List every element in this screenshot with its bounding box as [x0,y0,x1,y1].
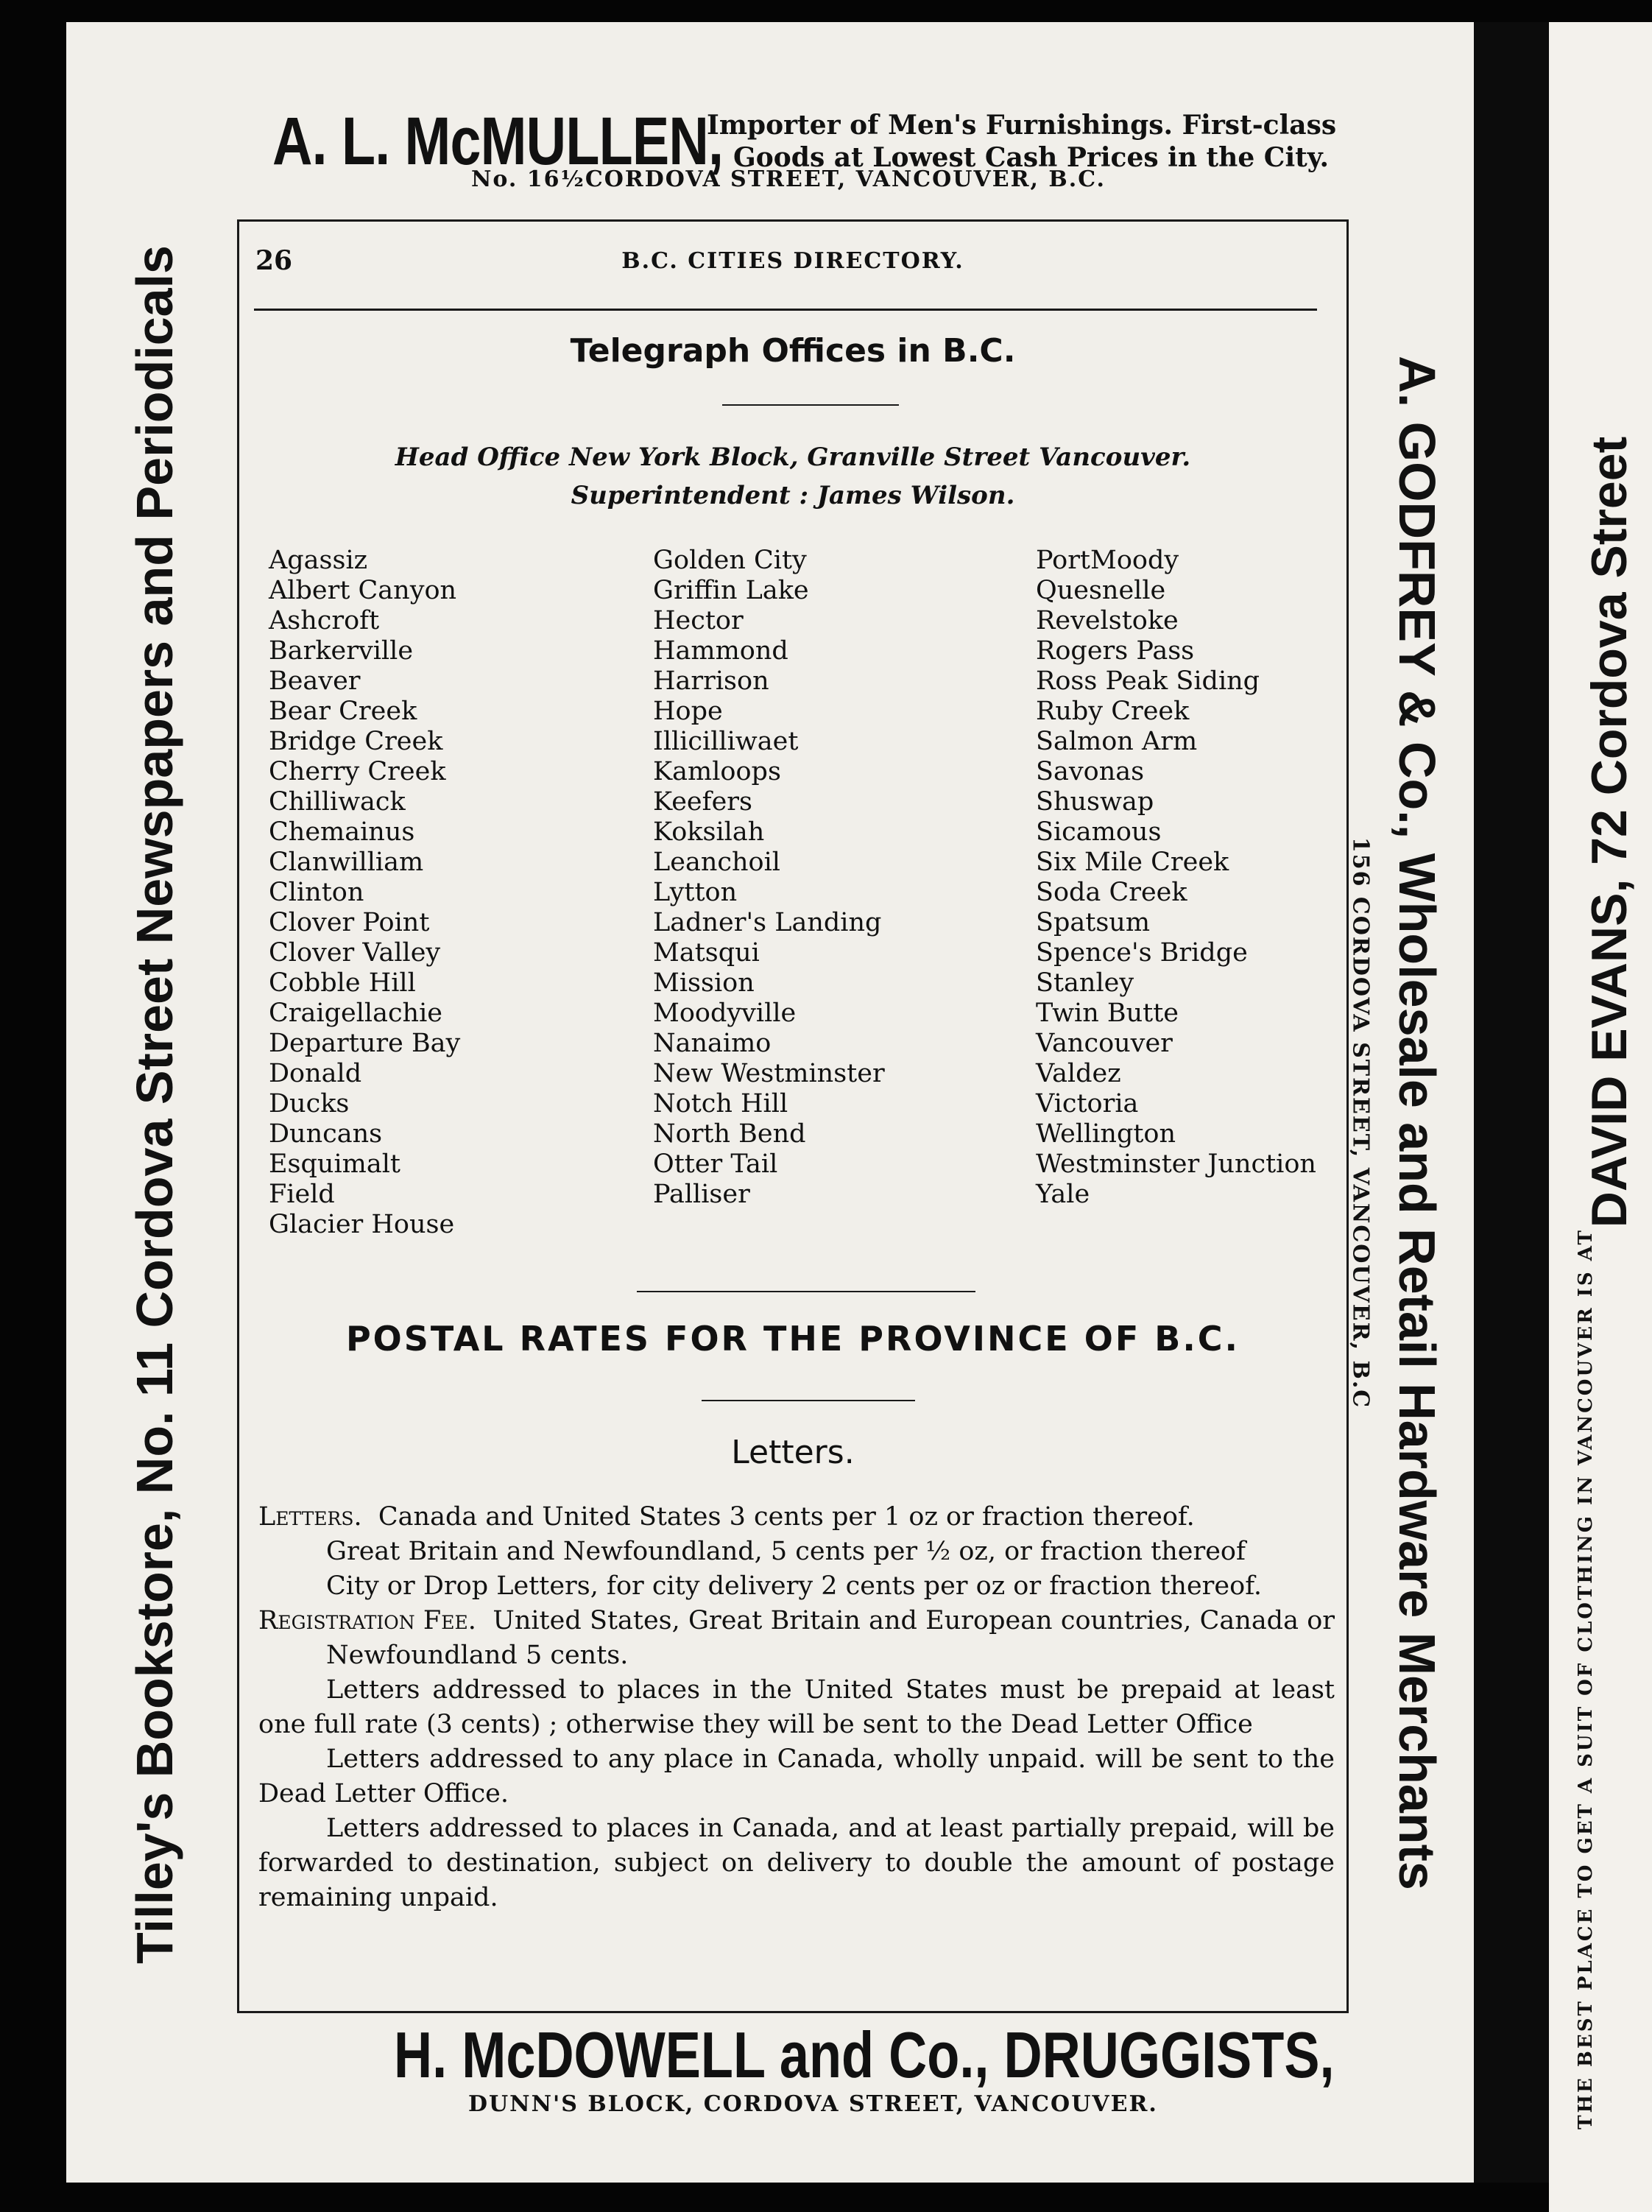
left-side-ad: Tilley's Bookstore, No. 11 Cordova Street Newspapers and Periodicals [126,245,183,1964]
office-name: Stanley [1036,968,1134,998]
office-name: Victoria [1036,1089,1139,1119]
office-name: Yale [1036,1180,1090,1209]
office-name: Albert Canyon [269,576,457,605]
far-right-ad-tagline: THE BEST PLACE TO GET A SUIT OF CLOTHING IN VANCOUVER IS AT [1575,1228,1597,2130]
office-name: Illicilliwaet [653,727,799,756]
head-office-line: Head Office New York Block, Granville Street Vancouver. [395,443,1191,472]
registration-label: Registration Fee. [258,1606,476,1635]
office-name: Ashcroft [269,606,380,635]
postal-paragraph-2: Letters addressed to any place in Canada, wholly unpaid. will be sent to the Dead Letter Office. [258,1744,1335,1808]
office-name: Glacier House [269,1210,455,1239]
office-name: Field [269,1180,335,1209]
office-name: Barkerville [269,636,414,666]
registration-text: United States, Great Britain and European countries, Canada or Newfoundland 5 cents. [326,1606,1335,1670]
office-name: Ducks [269,1089,350,1119]
office-name: Quesnelle [1036,576,1166,605]
office-name: Koksilah [653,817,765,847]
office-name: Otter Tail [653,1149,778,1179]
office-name: Kamloops [653,757,781,786]
office-name: Spatsum [1036,908,1151,937]
right-side-ad-address: 156 CORDOVA STREET, VANCOUVER, B.C [1347,836,1374,1409]
office-name: Sicamous [1036,817,1162,847]
section-divider [637,1291,975,1292]
top-ad-address: No. 16½CORDOVA STREET, VANCOUVER, B.C. [471,166,1106,192]
letters-rate-3: City or Drop Letters, for city delivery 2 cents per oz or fraction thereof. [326,1571,1263,1601]
office-name: Donald [269,1059,362,1088]
office-name: Palliser [653,1180,750,1209]
top-ad-line-1: Importer of Men's Furnishings. First-class [707,110,1337,141]
office-name: Clover Valley [269,938,441,968]
heading-divider [722,404,899,406]
office-column-2 [653,546,885,1210]
top-ad-name: A. L. McMULLEN, [272,104,724,179]
office-name: Matsqui [653,938,760,968]
office-name: Clanwilliam [269,848,424,877]
office-name: Six Mile Creek [1036,848,1229,877]
office-name: Moodyville [653,998,797,1028]
letters-rate-line [258,1500,1335,1535]
bottom-ad-address: DUNN'S BLOCK, CORDOVA STREET, VANCOUVER. [468,2091,1158,2117]
office-name: Golden City [653,546,807,575]
postal-heading: POSTAL RATES FOR THE PROVINCE OF B.C. [345,1319,1240,1359]
bottom-ad-name: H. McDOWELL and Co., DRUGGISTS, [394,2018,1335,2091]
office-name: Westminster Junction [1036,1149,1316,1179]
office-name: Ladner's Landing [653,908,882,937]
postal-paragraph-3: Letters addressed to places in Canada, and at least partially prepaid, will be forwarded to destination, subject on delivery to double the amount of postage remaining unpaid. [258,1814,1335,1912]
content-frame [237,219,1349,2013]
office-name: North Bend [653,1119,806,1149]
office-name: Rogers Pass [1036,636,1195,666]
top-ad-description [707,109,1336,174]
office-name: Spence's Bridge [1036,938,1248,968]
office-name: Soda Creek [1036,878,1187,907]
far-right-ad-name: DAVID EVANS, 72 Cordova Street [1581,436,1637,1228]
office-column-3 [1036,546,1316,1210]
office-name: Chemainus [269,817,415,847]
office-name: Chilliwack [269,787,406,817]
letters-heading: Letters. [731,1434,855,1471]
office-name: Bear Creek [269,697,417,726]
office-name: Clover Point [269,908,430,937]
office-name: Nanaimo [653,1029,772,1058]
office-name: Lytton [653,878,738,907]
office-column-1 [269,546,460,1240]
office-name: Ruby Creek [1036,697,1190,726]
office-name: Esquimalt [269,1149,400,1179]
page-number: 26 [255,245,293,276]
office-name: Keefers [653,787,752,817]
header-rule [254,309,1317,311]
running-title: B.C. CITIES DIRECTORY. [621,248,964,274]
telegraph-heading: Telegraph Offices in B.C. [570,332,1016,370]
office-name: New Westminster [653,1059,885,1088]
office-name: Cobble Hill [269,968,416,998]
postal-divider [702,1400,915,1401]
office-name: Valdez [1036,1059,1121,1088]
office-name: Departure Bay [269,1029,461,1058]
office-name: Craigellachie [269,998,442,1028]
right-side-ad: A. GODFREY & Co., Wholesale and Retail Hardware Merchants [1388,356,1446,1890]
office-name: Salmon Arm [1036,727,1198,756]
office-name: Harrison [653,666,769,696]
office-name: Vancouver [1036,1029,1173,1058]
office-name: Duncans [269,1119,383,1149]
office-name: Mission [653,968,755,998]
office-name: Bridge Creek [269,727,443,756]
postal-rates-text [258,1500,1335,1915]
registration-line [258,1604,1335,1673]
office-name: Notch Hill [653,1089,788,1119]
postal-paragraph-1: Letters addressed to places in the United States must be prepaid at least one full rate (3 cents) ; otherwise they will be sent to the Dead Letter Office [258,1675,1335,1739]
letters-rate-2: Great Britain and Newfoundland, 5 cents per ½ oz, or fraction thereof [326,1537,1246,1566]
office-name: Griffin Lake [653,576,809,605]
page-edge-shadow [1474,22,1549,2183]
office-name: Leanchoil [653,848,780,877]
office-name: Beaver [269,666,361,696]
office-name: Ross Peak Siding [1036,666,1260,696]
office-name: Hammond [653,636,788,666]
office-name: Clinton [269,878,364,907]
letters-rate-1: Canada and United States 3 cents per 1 oz or fraction thereof. [378,1502,1195,1532]
office-name: PortMoody [1036,546,1179,575]
office-name: Twin Butte [1036,998,1179,1028]
letters-label: Letters. [258,1502,362,1532]
office-name: Agassiz [269,546,368,575]
office-name: Revelstoke [1036,606,1179,635]
office-name: Hope [653,697,723,726]
office-name: Wellington [1036,1119,1176,1149]
office-name: Shuswap [1036,787,1154,817]
office-name: Cherry Creek [269,757,446,786]
superintendent-line: Superintendent : James Wilson. [571,481,1015,510]
office-name: Savonas [1036,757,1145,786]
office-name: Hector [653,606,744,635]
top-ad-line-2: Goods at Lowest Cash Prices in the City. [733,142,1330,173]
